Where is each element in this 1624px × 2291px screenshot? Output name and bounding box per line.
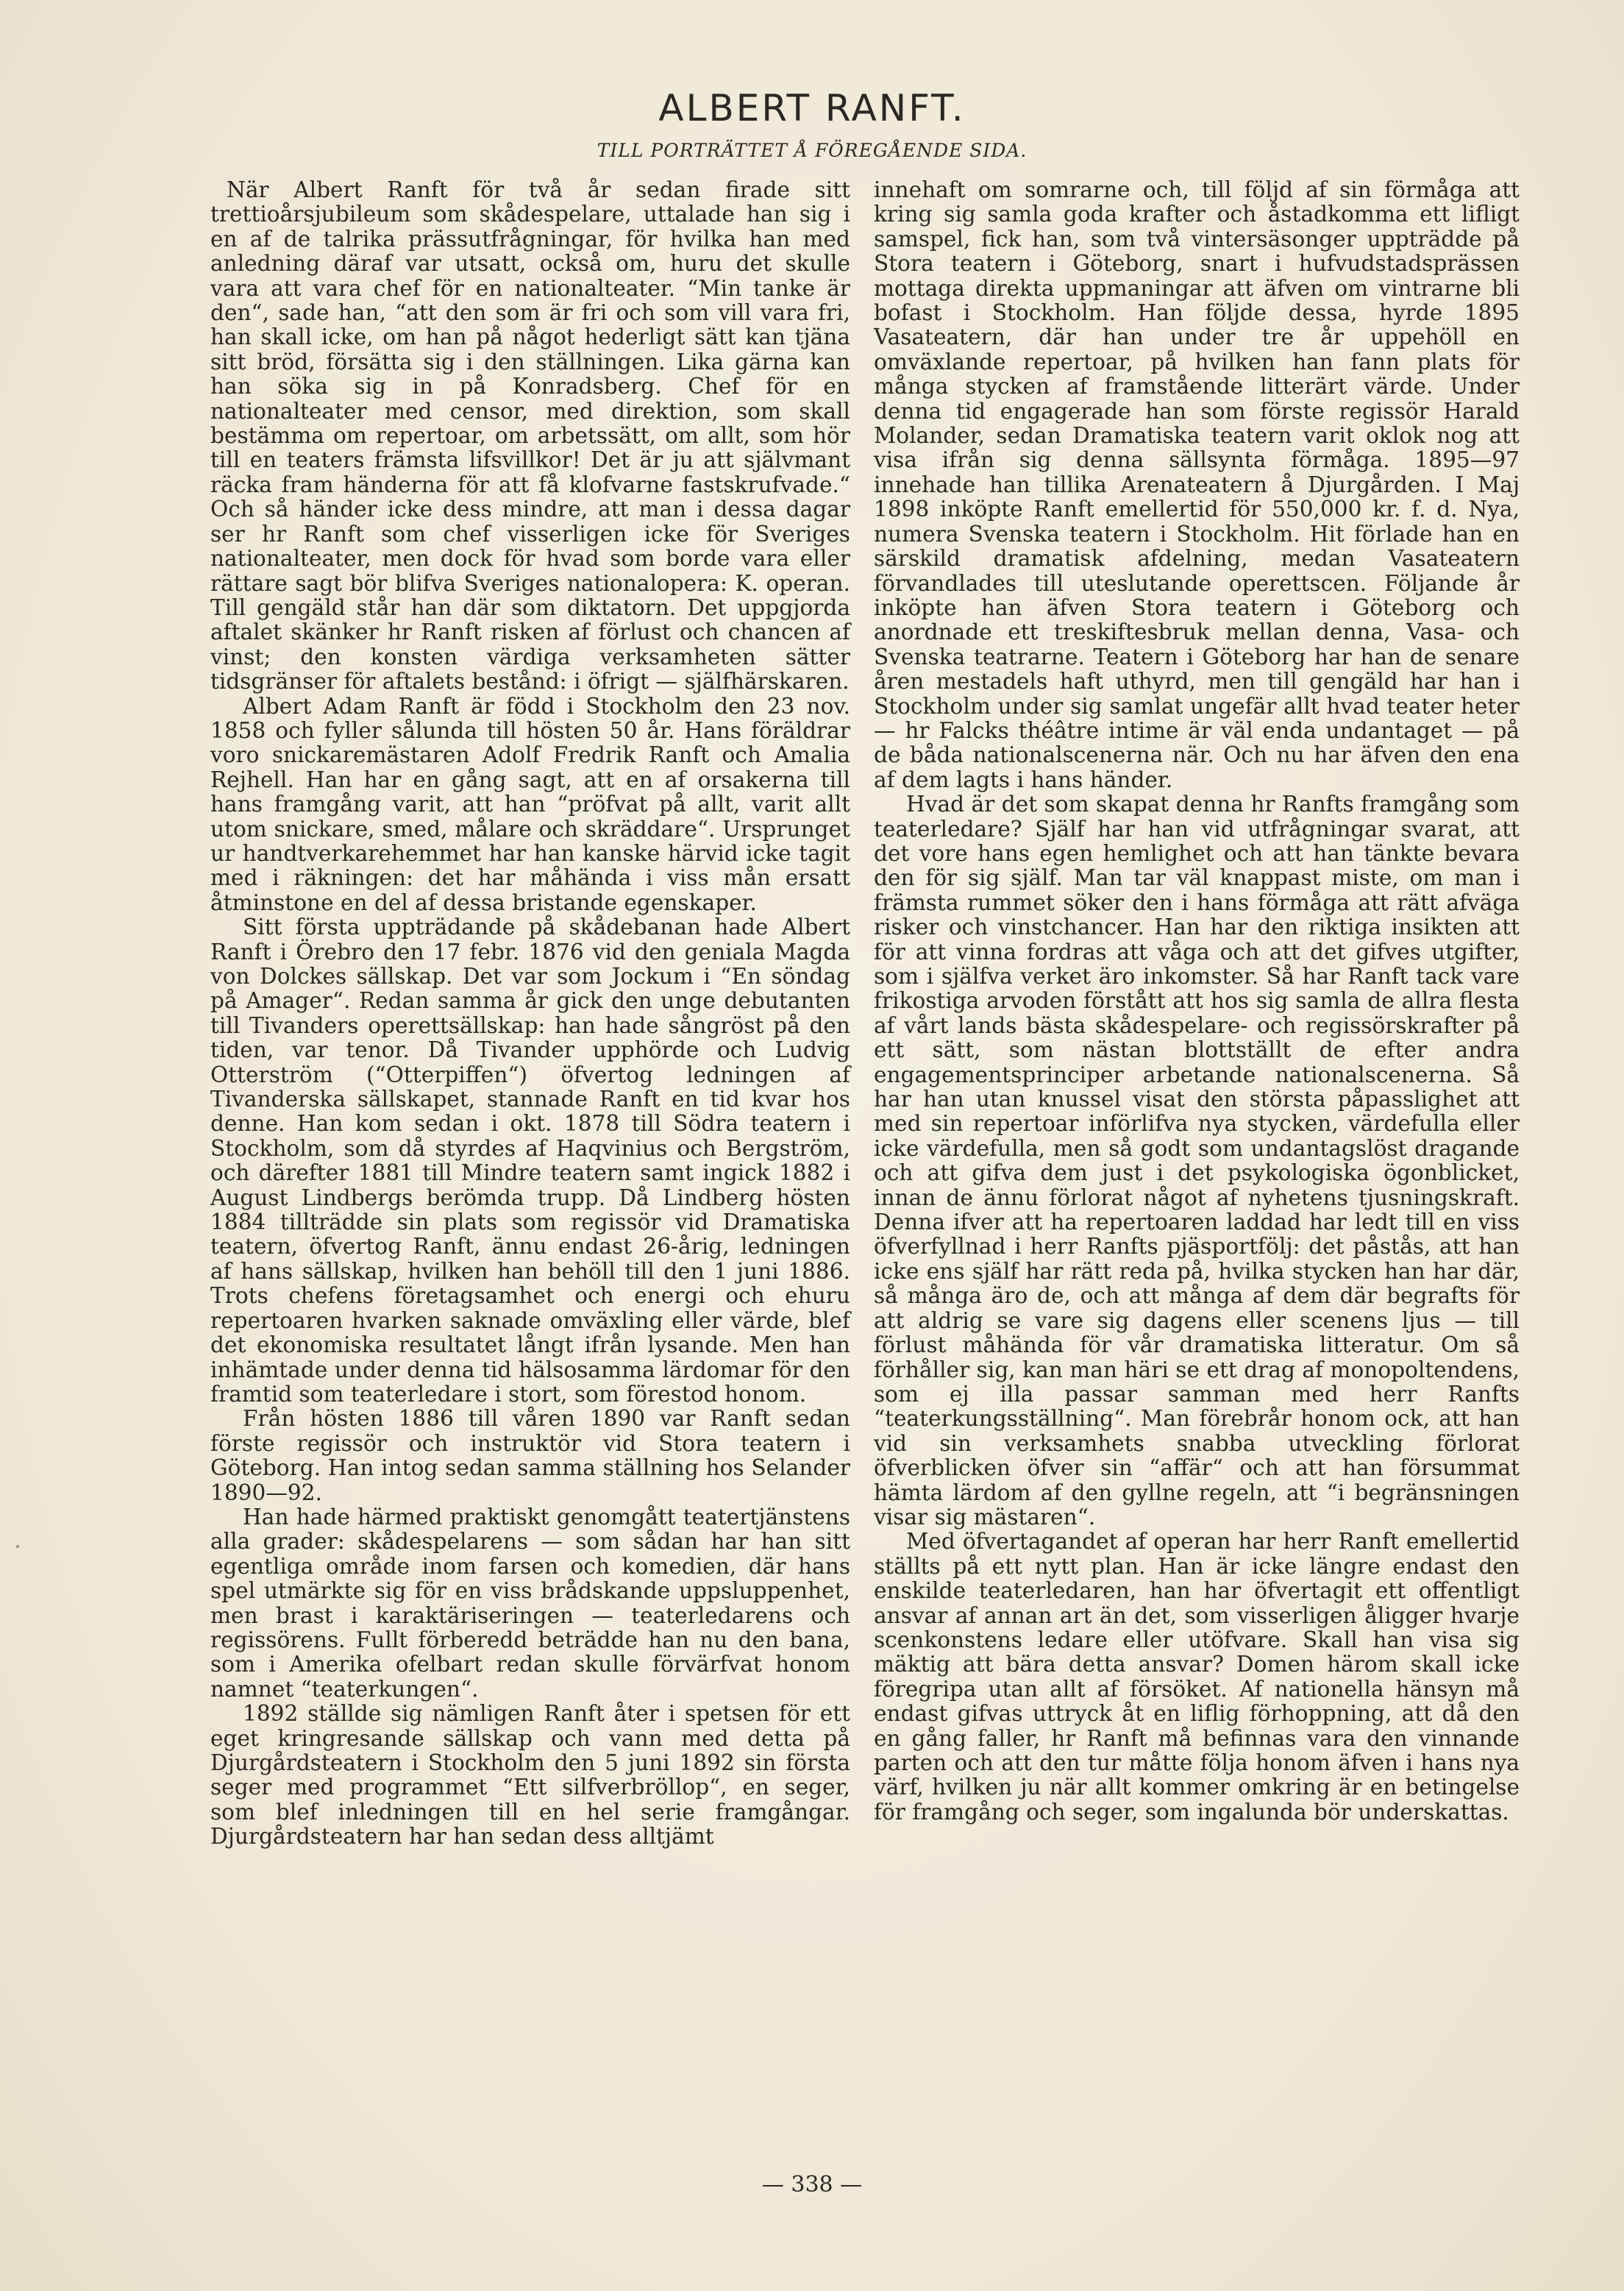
paragraph: innehaft om somrarne och, till följd af sin förmåga att kring sig samla goda krafter och åstadkomma ett lifligt samspel, fick han, som två vintersäsonger uppträdde på Stora teatern i Göteborg, snart i hufvudstadsprässen mottaga direkta uppmaningar att äfven om vintrarne bli bofast i Stockholm. Han följde dessa, hyrde 1895 Vasateatern, där han under tre år uppehöll en omväxlande repertoar, på hvilken han fann plats för många stycken af framstående litterärt värde. Under denna tid engagerade han som förste regissör Harald Molander, sedan Dramatiska teatern varit oklok nog att visa ifrån sig denna sällsynta förmåga. 1895—97 innehade han tillika Arenateatern å Djurgården. I Maj 1898 inköpte Ranft emellertid för 550,000 kr. f. d. Nya, numera Svenska teatern i Stockholm. Hit förlade han en särskild dramatisk afdelning, medan Vasateatern förvandlades till uteslutande operettscen. Följande år inköpte han äfven Stora teatern i Göteborg och anordnade ett treskiftesbruk mellan denna, Vasa- och Svenska teatrarne. Teatern i Göteborg har han de senare åren mestadels haft uthyrd, men till gengäld har han i Stockholm under sig samlat ungefär allt hvad teater heter — hr Falcks théâtre intime är väl enda undantaget — på de båda nationalscenerna när. Och nu har äfven den ena af dem lagts i hans händer. [874, 177, 1520, 792]
page-number: — 338 — [761, 2172, 863, 2198]
paper-speck [16, 1545, 19, 1548]
paragraph: Albert Adam Ranft är född i Stockholm den 23 nov. 1858 och fyller sålunda till hösten 50 år. Hans föräldrar voro snickaremästaren Adolf Fredrik Ranft och Amalia Rejhell. Han har en gång sagt, att en af orsakerna till hans framgång varit, att han “pröfvat på allt, varit allt utom snickare, smed, målare och skräddare“. Ursprunget ur handtverkarehemmet har han kanske härvid icke tagit med i räkningen: det har måhända i viss mån ersatt åtminstone en del af dessa bristande egenskaper. [210, 693, 850, 915]
paragraph: 1892 ställde sig nämligen Ranft åter i spetsen för ett eget kringresande sällskap och vann med detta på Djurgårdsteatern i Stockholm den 5 juni 1892 sin första seger med programmet “Ett silfverbröllop“, en seger, som blef inledningen till en hel serie framgångar. Djurgårdsteatern har han sedan dess alltjämt [210, 1701, 850, 1850]
article-title: ALBERT RANFT. [658, 87, 966, 129]
article-subtitle: TILL PORTRÄTTET Å FÖREGÅENDE SIDA. [596, 140, 1028, 161]
right-column [874, 178, 1520, 1825]
paragraph: Från hösten 1886 till våren 1890 var Ranft sedan förste regissör och instruktör vid Stora teatern i Göteborg. Han intog sedan samma ställning hos Selander 1890—92. [210, 1406, 850, 1505]
paragraph: Han hade härmed praktiskt genomgått teatertjänstens alla grader: skådespelarens — som sådan har han sitt egentliga område inom farsen och komedien, där hans spel utmärkte sig för en viss brådskande uppsluppenhet, men brast i karaktäriseringen — teaterledarens och regissörens. Fullt förberedd beträdde han nu den bana, som i Amerika ofelbart redan skulle förvärfvat honom namnet “teaterkungen“. [210, 1504, 850, 1702]
paragraph: Med öfvertagandet af operan har herr Ranft emellertid ställts på ett nytt plan. Han är icke längre endast den enskilde teaterledaren, han har öfvertagit ett offentligt ansvar af annan art än det, som visserligen åligger hvarje scenkonstens ledare eller utöfvare. Skall han visa sig mäktig att bära detta ansvar? Domen härom skall icke föregripa utan allt af försöket. Af nationella hänsyn må endast gifvas uttryck åt en liflig förhoppning, att då den en gång faller, hr Ranft må befinnas vara den vinnande parten och att den tur måtte följa honom äfven i hans nya värf, hvilken ju när allt kommer omkring är en betingelse för framgång och seger, som ingalunda bör underskattas. [874, 1529, 1520, 1825]
paragraph: När Albert Ranft för två år sedan firade sitt trettioårsjubileum som skådespelare, uttalade han sig i en af de talrika prässutfrågningar, för hvilka han med anledning däraf var utsatt, också om, huru det skulle vara att vara chef för en nationalteater. “Min tanke är den“, sade han, “att den som är fri och som vill vara fri, han skall icke, om han på något hederligt sätt kan tjäna sitt bröd, försätta sig i den ställningen. Lika gärna kan han söka sig in på Konradsberg. Chef för en nationalteater med censor, med direktion, som skall bestämma om repertoar, om arbetssätt, om allt, som hör till en teaters främsta lifsvillkor! Det är ju att självmant räcka fram händerna för att få klofvarne fastskrufvade.“ Och så händer icke dess mindre, att man i dessa dagar ser hr Ranft som chef visserligen icke för Sveriges nationalteater, men dock för hvad som borde vara eller rättare sagt bör blifva Sveriges nationalopera: K. operan. Till gengäld står han där som diktatorn. Det uppgjorda aftalet skänker hr Ranft risken af förlust och chancen af vinst; den konsten värdiga verksamheten sätter tidsgränser för aftalets bestånd: i öfrigt — själfhärskaren. [210, 177, 850, 695]
paragraph: Sitt första uppträdande på skådebanan hade Albert Ranft i Örebro den 17 febr. 1876 vid den geniala Magda von Dolckes sällskap. Det var som Jockum i “En söndag på Amager“. Redan samma år gick den unge debutanten till Tivanders operettsällskap: han hade sångröst på den tiden, var tenor. Då Tivander upphörde och Ludvig Otterström (“Otterpiffen“) öfvertog ledningen af Tivanderska sällskapet, stannade Ranft en tid kvar hos denne. Han kom sedan i okt. 1878 till Södra teatern i Stockholm, som då styrdes af Haqvinius och Bergström, och därefter 1881 till Mindre teatern samt ingick 1882 i August Lindbergs berömda trupp. Då Lindberg hösten 1884 tillträdde sin plats som regissör vid Dramatiska teatern, öfvertog Ranft, ännu endast 26-årig, ledningen af hans sällskap, hvilken han behöll till den 1 juni 1886. Trots chefens företagsamhet och energi och ehuru repertoaren hvarken saknade omväxling eller värde, blef det ekonomiska resultatet långt ifrån lysande. Men han inhämtade under denna tid hälsosamma lärdomar för den framtid som teaterledare i stort, som förestod honom. [210, 914, 850, 1407]
paragraph: Hvad är det som skapat denna hr Ranfts framgång som teaterledare? Själf har han vid utfrågningar svarat, att det vore hans egen hemlighet och att han tänkte bevara den för sig själf. Man tar väl knappast miste, om man i främsta rummet söker den i hans förmåga att rätt afväga risker och vinstchancer. Han har den riktiga insikten att för att vinna fordras att våga och att det gifves utgifter, som i själfva verket äro inkomster. Så har Ranft tack vare frikostiga arvoden förstått att hos sig samla de allra flesta af vårt lands bästa skådespelare- och regissörskrafter på ett sätt, som nästan blottställt de efter andra engagementsprinciper arbetande nationalscenerna. Så har han utan knussel visat den största påpasslighet att med sin repertoar införlifva nya stycken, värdefulla eller icke värdefulla, men så godt som undantagslöst dragande och att gifva dem just i det psykologiska ögonblicket, innan de ännu förlorat något af nyhetens tjusningskraft. Denna ifver att ha repertoaren laddad har ledt till en viss öfverfyllnad i herr Ranfts pjäsportfölj: det påstås, att han icke ens själf har rätt reda på, hvilka stycken han har där, så många äro de, och att många af dem där begrafts för att aldrig se vare sig dagens eller scenens ljus — till förlust måhända för vår dramatiska litteratur. Om så förhåller sig, kan man häri se ett drag af monopoltendens, som ej illa passar samman med herr Ranfts “teaterkungsställning“. Man förebrår honom ock, att han vid sin verksamhets snabba utveckling förlorat öfverblicken öfver sin “affär“ och att han försummat hämta lärdom af den gyllne regeln, att “i begränsningen visar sig mästaren“. [874, 792, 1520, 1530]
left-column [210, 178, 850, 1850]
